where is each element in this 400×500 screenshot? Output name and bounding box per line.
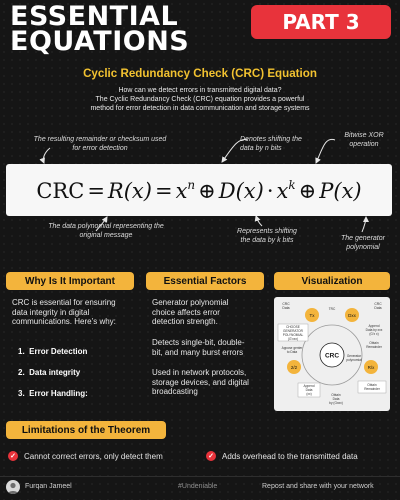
why-item-1: 1. Error Detection xyxy=(18,347,88,356)
svg-text:CHOOSE: CHOOSE xyxy=(286,325,300,329)
visualization-heading: Visualization xyxy=(274,272,390,290)
svg-text:CRC: CRC xyxy=(282,302,290,306)
svg-text:Remainder: Remainder xyxy=(366,345,382,349)
factors-point-2: Detects single-bit, double- bit, and many burst errors xyxy=(152,338,245,357)
intro-line-2: The Cyclic Redundancy Check (CRC) equation provides a powerful xyxy=(95,96,305,103)
arrow-generator xyxy=(362,217,366,232)
eq-x: x xyxy=(175,178,188,203)
title-line-2: EQUATIONS xyxy=(10,26,190,57)
svg-text:Data: Data xyxy=(282,306,290,310)
svg-text:Data by xxx: Data by xxx xyxy=(365,328,383,332)
svg-text:Generator: Generator xyxy=(346,354,362,358)
svg-text:Remainder: Remainder xyxy=(364,387,380,391)
why-heading: Why Is It Important xyxy=(6,272,134,290)
note-data-poly: The data polynomial representing the original message xyxy=(48,223,164,239)
svg-text:Append: Append xyxy=(303,384,315,388)
author-name: Furqan Jameel xyxy=(25,483,72,490)
note-remainder: The resulting remainder or checksum used for error detection xyxy=(33,136,167,152)
factors-heading: Essential Factors xyxy=(146,272,264,290)
svg-text:Append: Append xyxy=(368,324,380,328)
svg-text:(xx): (xx) xyxy=(306,392,312,396)
note-shift-k: Represents shifting the data by k bits xyxy=(237,228,297,244)
intro-line-3: method for error detection in data communication and storage systems xyxy=(90,105,310,112)
eq-equals-2: = xyxy=(154,178,173,203)
crc-equation-box xyxy=(6,164,392,216)
crc-process-diagram xyxy=(274,297,390,411)
eq-x-2: x xyxy=(276,178,289,203)
svg-text:Data: Data xyxy=(374,306,382,310)
svg-text:polynomial: polynomial xyxy=(346,358,362,362)
eq-equals: = xyxy=(87,178,105,203)
eq-exponent-n: n xyxy=(187,177,196,192)
svg-text:TRC: TRC xyxy=(328,307,336,311)
eq-exponent-k: k xyxy=(288,177,296,192)
svg-text:Obtain: Obtain xyxy=(331,393,341,397)
note-shift-n: Denotes shifting the data by n bits xyxy=(240,136,302,152)
check-icon: ✓ xyxy=(8,451,18,461)
svg-text:(G'xxx): (G'xxx) xyxy=(288,337,298,341)
factors-point-3: Used in network protocols, storage devices, and digital broadcasting xyxy=(152,368,249,397)
svg-text:POLYNOMIAL: POLYNOMIAL xyxy=(282,333,304,337)
svg-text:R/x: R/x xyxy=(367,365,375,370)
crc-equation xyxy=(36,178,361,203)
svg-text:CRC: CRC xyxy=(374,302,382,306)
svg-text:to Data: to Data xyxy=(286,350,298,354)
intro-question: How can we detect errors in transmitted digital data? xyxy=(118,87,282,94)
eq-generator: P(x) xyxy=(319,178,362,203)
note-xor: Bitwise XOR operation xyxy=(344,132,384,148)
why-item-2: 2. Data integrity xyxy=(18,368,81,377)
hashtag: #Undeniable xyxy=(178,483,218,490)
check-icon: ✓ xyxy=(206,451,216,461)
crc-cycle-svg xyxy=(274,297,390,411)
part-badge: PART 3 xyxy=(251,5,391,39)
arrow-shift-k xyxy=(256,216,262,226)
svg-text:Obtain: Obtain xyxy=(367,383,377,387)
factors-point-1: Generator polynomial choice affects error detection strength. xyxy=(152,298,229,327)
svg-text:2/2: 2/2 xyxy=(290,365,298,370)
svg-text:Appose genter: Appose genter xyxy=(281,346,303,350)
viz-center-label: CRC xyxy=(324,352,340,360)
eq-remainder: R(x) xyxy=(107,178,152,203)
svg-text:GENERATOR: GENERATOR xyxy=(283,329,303,333)
equation-subtitle: Cyclic Redundancy Check (CRC) Equation xyxy=(83,67,317,80)
footer-divider xyxy=(0,476,400,477)
eq-data: D(x) xyxy=(218,178,264,203)
eq-oplus-2: ⊕ xyxy=(298,178,317,203)
author-avatar xyxy=(6,480,20,494)
svg-text:(G'x x): (G'x x) xyxy=(369,332,379,336)
note-generator: The generator polynomial xyxy=(341,235,385,251)
limitation-item-1: ✓ Cannot correct errors, only detect them xyxy=(8,451,163,461)
avatar-icon xyxy=(6,480,20,494)
svg-text:Obtain: Obtain xyxy=(369,341,379,345)
eq-oplus-1: ⊕ xyxy=(198,178,216,203)
why-item-3: 3. Error Handling: xyxy=(18,389,88,398)
svg-text:Data: Data xyxy=(332,397,340,401)
svg-text:Tx: Tx xyxy=(309,313,315,318)
eq-lhs: CRC xyxy=(36,178,85,203)
limitations-heading: Limitations of the Theorem xyxy=(6,421,166,439)
svg-text:Dxx: Dxx xyxy=(348,313,356,318)
title-line-1: ESSENTIAL xyxy=(10,1,179,32)
svg-text:by (Gxxx): by (Gxxx) xyxy=(329,401,343,405)
share-cta[interactable]: Repost and share with your network xyxy=(262,483,374,490)
eq-dot: · xyxy=(266,178,274,203)
why-description: CRC is essential for ensuring data integrity in digital communications. Here’s why: xyxy=(12,298,116,327)
limitation-item-2: ✓ Adds overhead to the transmitted data xyxy=(206,451,358,461)
arrow-xor xyxy=(316,139,335,163)
svg-text:Data: Data xyxy=(305,388,313,392)
